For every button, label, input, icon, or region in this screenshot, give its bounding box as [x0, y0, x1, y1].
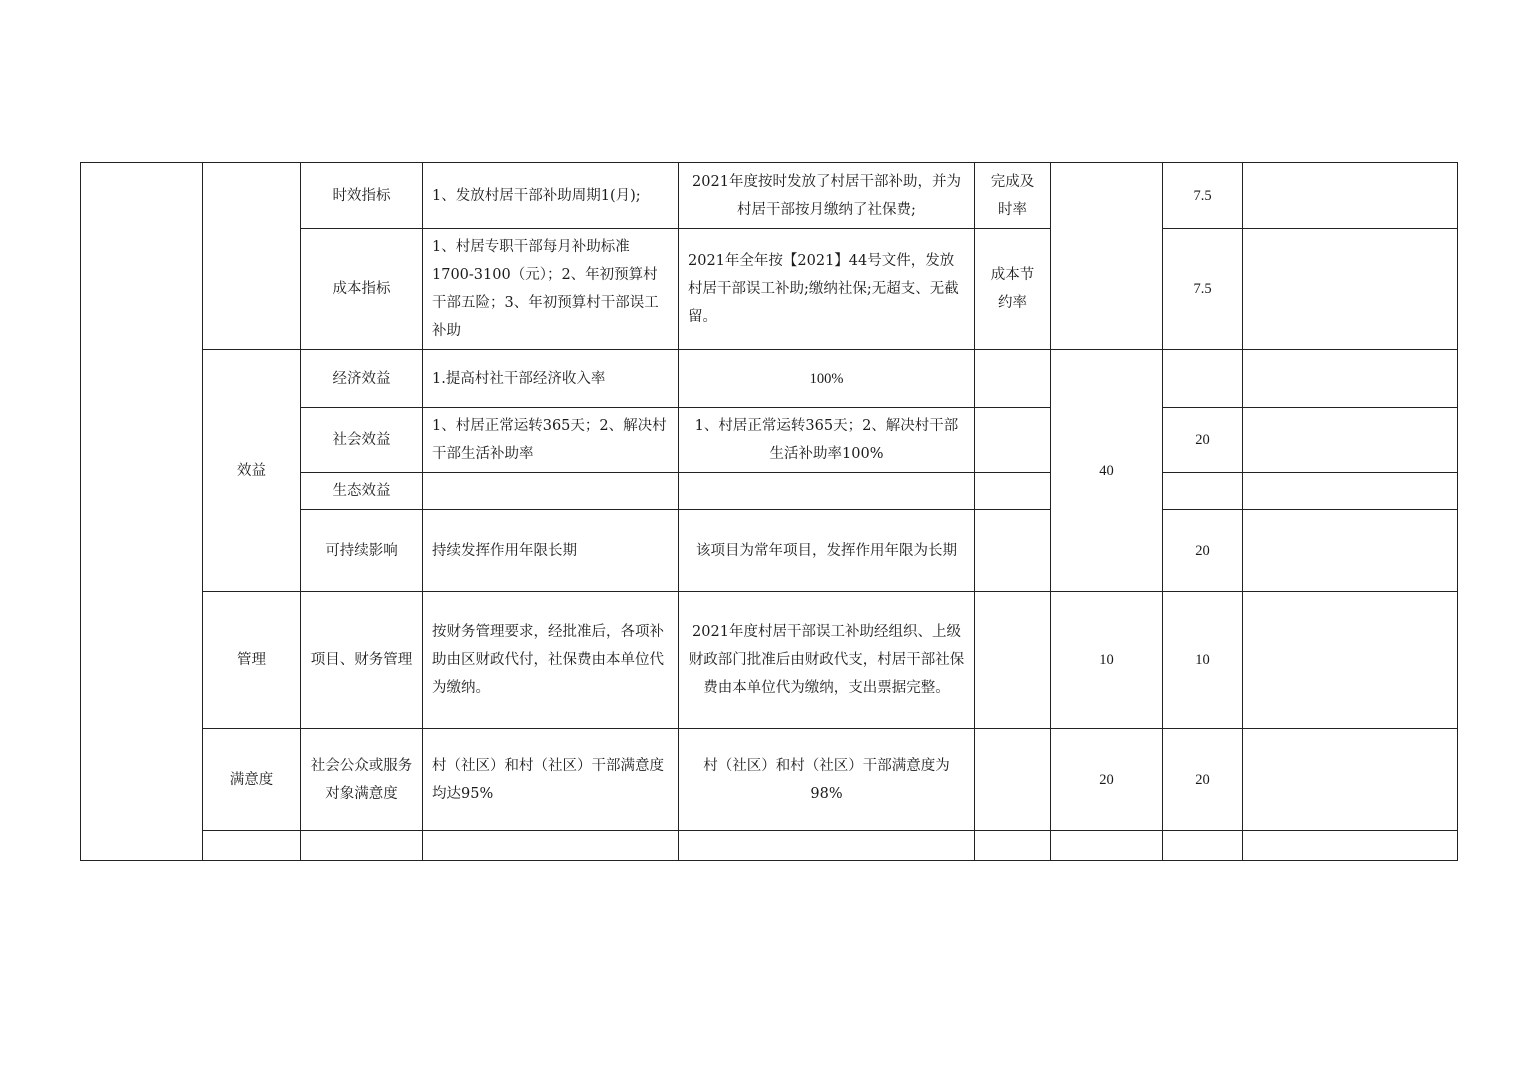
target-timeliness: 1、发放村居干部补助周期1(月); [423, 163, 679, 229]
target-economic: 1.提高村社干部经济收入率 [423, 350, 679, 408]
actual-satisfaction: 村（社区）和村（社区）干部满意度为98% [679, 729, 975, 831]
indicator-ecological: 生态效益 [301, 473, 423, 510]
rate-cell [975, 510, 1051, 592]
total-row [81, 831, 1458, 861]
indicator-sustainable: 可持续影响 [301, 510, 423, 592]
first-level-indicator-cell [81, 163, 203, 861]
weight-output [1051, 163, 1163, 350]
rate-cell [975, 473, 1051, 510]
actual-ecological [679, 473, 975, 510]
blank-cell [203, 831, 301, 861]
blank-cell [679, 831, 975, 861]
rate-cell [975, 592, 1051, 729]
target-sustainable: 持续发挥作用年限长期 [423, 510, 679, 592]
score-sustainable: 20 [1163, 510, 1243, 592]
target-ecological [423, 473, 679, 510]
indicator-cost: 成本指标 [301, 229, 423, 350]
group-management: 管理 [203, 592, 301, 729]
table-row [81, 592, 1458, 729]
blank-cell [301, 831, 423, 861]
blank-cell [1243, 831, 1458, 861]
rate-cost: 成本节约率 [975, 229, 1051, 350]
indicator-social: 社会效益 [301, 408, 423, 473]
score-economic [1163, 350, 1243, 408]
target-social: 1、村居正常运转365天；2、解决村干部生活补助率 [423, 408, 679, 473]
actual-management: 2021年度村居干部误工补助经组织、上级财政部门批准后由财政代支，村居干部社保费由本单位代为缴纳，支出票据完整。 [679, 592, 975, 729]
actual-sustainable: 该项目为常年项目，发挥作用年限为长期 [679, 510, 975, 592]
score-timeliness: 7.5 [1163, 163, 1243, 229]
remark-cell [1243, 473, 1458, 510]
rate-timeliness: 完成及时率 [975, 163, 1051, 229]
remark-cell [1243, 510, 1458, 592]
performance-evaluation-table [80, 162, 1458, 861]
actual-cost: 2021年全年按【2021】44号文件，发放村居干部误工补助;缴纳社保;无超支、无截留。 [679, 229, 975, 350]
actual-social: 1、村居正常运转365天；2、解决村干部生活补助率100% [679, 408, 975, 473]
rate-cell [975, 729, 1051, 831]
table-row [81, 163, 1458, 229]
remark-cell [1243, 729, 1458, 831]
score-social: 20 [1163, 408, 1243, 473]
weight-management: 10 [1051, 592, 1163, 729]
indicator-economic: 经济效益 [301, 350, 423, 408]
indicator-timeliness: 时效指标 [301, 163, 423, 229]
actual-economic: 100% [679, 350, 975, 408]
table-row [81, 729, 1458, 831]
table-row [81, 350, 1458, 408]
blank-cell [975, 831, 1051, 861]
indicator-satisfaction: 社会公众或服务对象满意度 [301, 729, 423, 831]
remark-cell [1243, 408, 1458, 473]
actual-timeliness: 2021年度按时发放了村居干部补助，并为村居干部按月缴纳了社保费; [679, 163, 975, 229]
score-cost: 7.5 [1163, 229, 1243, 350]
score-ecological [1163, 473, 1243, 510]
weight-benefit: 40 [1051, 350, 1163, 592]
remark-cell [1243, 163, 1458, 229]
weight-satisfaction: 20 [1051, 729, 1163, 831]
score-satisfaction: 20 [1163, 729, 1243, 831]
group-benefit: 效益 [203, 350, 301, 592]
rate-cell [975, 408, 1051, 473]
target-cost: 1、村居专职干部每月补助标准1700-3100（元）；2、年初预算村干部五险；3、年初预算村干部误工补助 [423, 229, 679, 350]
group-satisfaction: 满意度 [203, 729, 301, 831]
target-management: 按财务管理要求，经批准后，各项补助由区财政代付，社保费由本单位代为缴纳。 [423, 592, 679, 729]
indicator-management: 项目、财务管理 [301, 592, 423, 729]
blank-cell [1051, 831, 1163, 861]
second-level-indicator-cell [203, 163, 301, 350]
blank-cell [1163, 831, 1243, 861]
remark-cell [1243, 350, 1458, 408]
rate-cell [975, 350, 1051, 408]
target-satisfaction: 村（社区）和村（社区）干部满意度均达95% [423, 729, 679, 831]
remark-cell [1243, 592, 1458, 729]
score-management: 10 [1163, 592, 1243, 729]
remark-cell [1243, 229, 1458, 350]
blank-cell [423, 831, 679, 861]
